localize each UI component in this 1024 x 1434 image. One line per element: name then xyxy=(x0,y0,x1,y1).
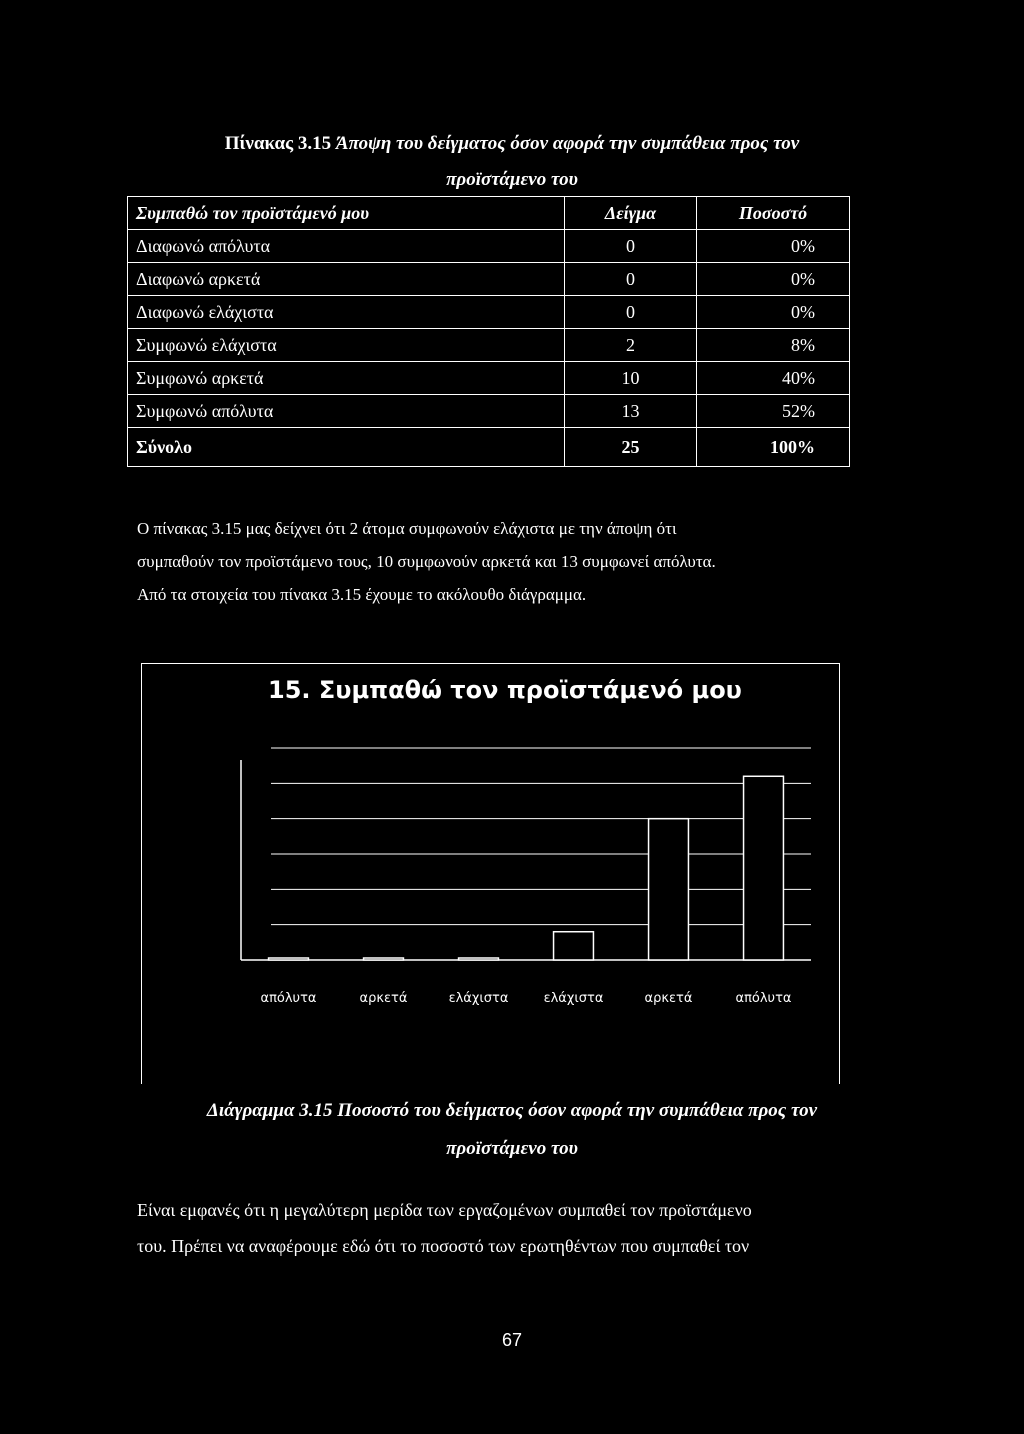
row-sample: 10 xyxy=(565,362,697,395)
table-row xyxy=(128,263,850,296)
caption-line: προϊστάμενο του xyxy=(446,1138,578,1159)
x-tick-label: αρκετά xyxy=(644,991,693,1006)
paragraph-line: του. Πρέπει να αναφέρουμε εδώ ότι το ποσοστό των ερωτηθέντων που συμπαθεί τον xyxy=(137,1236,750,1256)
paragraph-line: Από τα στοιχεία του πίνακα 3.15 έχουμε το ακόλουθο διάγραμμα. xyxy=(137,585,587,604)
row-label: Διαφωνώ ελάχιστα xyxy=(128,296,565,329)
table-row xyxy=(128,362,850,395)
table-title-line2: προϊστάμενο του xyxy=(446,169,578,190)
paragraph-intro xyxy=(137,512,842,611)
row-label: Διαφωνώ αρκετά xyxy=(128,263,565,296)
header-statement: Συμπαθώ τον προϊστάμενό μου xyxy=(128,197,565,230)
header-sample: Δείγμα xyxy=(565,197,697,230)
page-number: 67 xyxy=(501,1330,523,1350)
table-title-lead: Πίνακας 3.15 xyxy=(224,133,336,154)
row-percent: 0% xyxy=(697,296,850,329)
chart-title: 15. Συμπαθώ τον προϊστάμενό μου xyxy=(268,676,742,704)
table-row xyxy=(128,329,850,362)
row-sample: 0 xyxy=(565,296,697,329)
paragraph-line: Ο πίνακας 3.15 μας δείχνει ότι 2 άτομα συμφωνούν ελάχιστα με την άποψη ότι xyxy=(137,519,677,538)
x-tick-label: αρκετά xyxy=(359,991,408,1006)
total-label: Σύνολο xyxy=(128,428,565,467)
x-tick-label: ελάχιστα xyxy=(448,991,509,1006)
row-label: Συμφωνώ ελάχιστα xyxy=(128,329,565,362)
chart-bar xyxy=(744,776,784,960)
figure-caption xyxy=(0,1092,1024,1168)
row-label: Συμφωνώ αρκετά xyxy=(128,362,565,395)
row-percent: 40% xyxy=(697,362,850,395)
chart-bar xyxy=(459,958,499,960)
table-row xyxy=(128,230,850,263)
x-tick-label: απόλυτα xyxy=(260,991,317,1006)
header-percent: Ποσοστό xyxy=(697,197,850,230)
row-percent: 0% xyxy=(697,263,850,296)
row-label: Συμφωνώ απόλυτα xyxy=(128,395,565,428)
row-sample: 13 xyxy=(565,395,697,428)
row-label: Διαφωνώ απόλυτα xyxy=(128,230,565,263)
table-total-row xyxy=(128,428,850,467)
caption-line: Διάγραμμα 3.15 Ποσοστό του δείγματος όσον αφορά την συμπάθεια προς τον xyxy=(206,1100,818,1121)
table-row xyxy=(128,296,850,329)
chart-bar xyxy=(364,958,404,960)
table-title xyxy=(0,126,1024,198)
paragraph-line: Είναι εμφανές ότι η μεγαλύτερη μερίδα των εργαζομένων συμπαθεί τον προϊστάμενο xyxy=(137,1200,752,1220)
table-row xyxy=(128,395,850,428)
survey-table xyxy=(127,196,850,467)
row-percent: 8% xyxy=(697,329,850,362)
x-tick-label: απόλυτα xyxy=(735,991,792,1006)
table-header-row xyxy=(128,197,850,230)
row-sample: 0 xyxy=(565,230,697,263)
chart-bar xyxy=(554,932,594,960)
paragraph-line: συμπαθούν τον προϊστάμενο τους, 10 συμφωνούν αρκετά και 13 συμφωνεί απόλυτα. xyxy=(137,552,716,571)
bar-chart xyxy=(141,730,838,1030)
row-percent: 52% xyxy=(697,395,850,428)
chart-bar xyxy=(649,819,689,960)
total-sample: 25 xyxy=(565,428,697,467)
x-tick-label: ελάχιστα xyxy=(543,991,604,1006)
total-percent: 100% xyxy=(697,428,850,467)
chart-bar xyxy=(269,958,309,960)
row-sample: 0 xyxy=(565,263,697,296)
row-percent: 0% xyxy=(697,230,850,263)
row-sample: 2 xyxy=(565,329,697,362)
table-title-text: Άποψη του δείγματος όσον αφορά την συμπάθεια προς τον xyxy=(335,133,800,154)
paragraph-conclusion xyxy=(137,1192,851,1264)
